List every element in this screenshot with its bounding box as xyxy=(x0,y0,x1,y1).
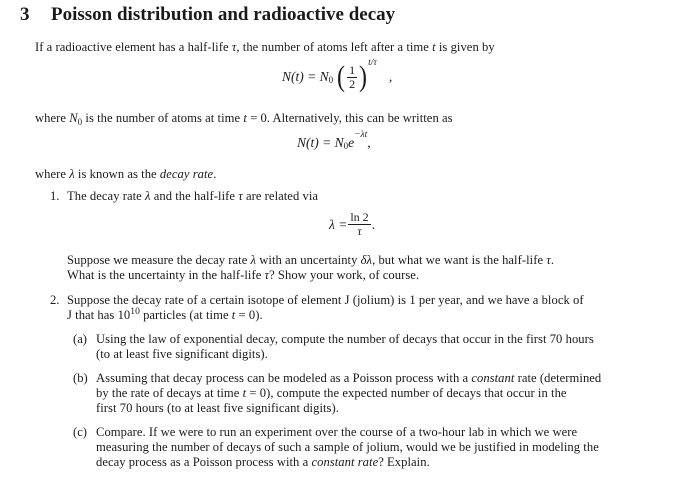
part-c-line-3: decay process as a Poisson process with a constant rate? Explain. xyxy=(96,455,430,469)
fraction-one-half: $\frac{1}{2}$ xyxy=(349,62,356,91)
section-number: 3 xyxy=(20,4,30,25)
part-b-label: (b) xyxy=(73,371,88,385)
problem-2-line-1: Suppose the decay rate of a certain isotope of element J (jolium) is 1 per year, and we have a block of xyxy=(67,293,584,307)
part-b-line-3: first 70 hours (to at least five significant digits). xyxy=(96,401,339,415)
intro-line-3: where λ is known as the decay rate. xyxy=(35,167,217,181)
equation-half-life-decay: N(t) = N 0 ( $\frac{1}{2}$ ) t/τ , xyxy=(282,58,393,93)
problem-2-line-2: J that has $10^{10}$ particles (at time t = 0). xyxy=(67,307,263,322)
part-a-label: (a) xyxy=(73,332,87,346)
problem-1-para-1: Suppose we measure the decay rate λ with an uncertainty δλ, but what we want is the half-life τ. xyxy=(67,253,555,267)
problem-1-line-1: The decay rate λ and the half-life τ are related via xyxy=(67,189,319,203)
equation-exponential-decay: N(t) = N 0 e −λt , xyxy=(297,130,371,151)
part-c-label: (c) xyxy=(73,425,87,439)
intro-line-2: where $N_0$ is the number of atoms at time t = 0. Alternatively, this can be written as xyxy=(35,111,453,127)
part-b-line-2: by the rate of decays at time t = 0), compute the expected number of decays that occur in the xyxy=(96,386,567,400)
problem-1-label: 1. xyxy=(50,189,60,203)
intro-line-1: If a radioactive element has a half-life τ, the number of atoms left after a time t is given by xyxy=(35,40,495,54)
problem-2-label: 2. xyxy=(50,293,60,307)
problem-1-para-2: What is the uncertainty in the half-life τ? Show your work, of course. xyxy=(67,268,420,282)
equation-decay-rate-half-life: λ = $\frac{\ln 2}{\tau}$ . xyxy=(329,210,376,238)
fraction-ln2-over-tau: $\frac{\ln 2}{\tau}$ xyxy=(350,210,369,238)
part-c-line-2: measuring the number of decays of such a sample of jolium, would we be justified in modeling the xyxy=(96,440,599,454)
section-heading xyxy=(20,4,395,26)
part-a-line-1: Using the law of exponential decay, compute the number of decays that occur in the first 70 hours xyxy=(96,332,594,346)
part-a-line-2: (to at least five significant digits). xyxy=(96,347,268,361)
part-b-line-1: Assuming that decay process can be modeled as a Poisson process with a constant rate (determined xyxy=(96,371,602,385)
section-title: Poisson distribution and radioactive decay xyxy=(51,4,396,25)
part-c-line-1: Compare. If we were to run an experiment over the course of a two-hour lab in which we were xyxy=(96,425,578,439)
